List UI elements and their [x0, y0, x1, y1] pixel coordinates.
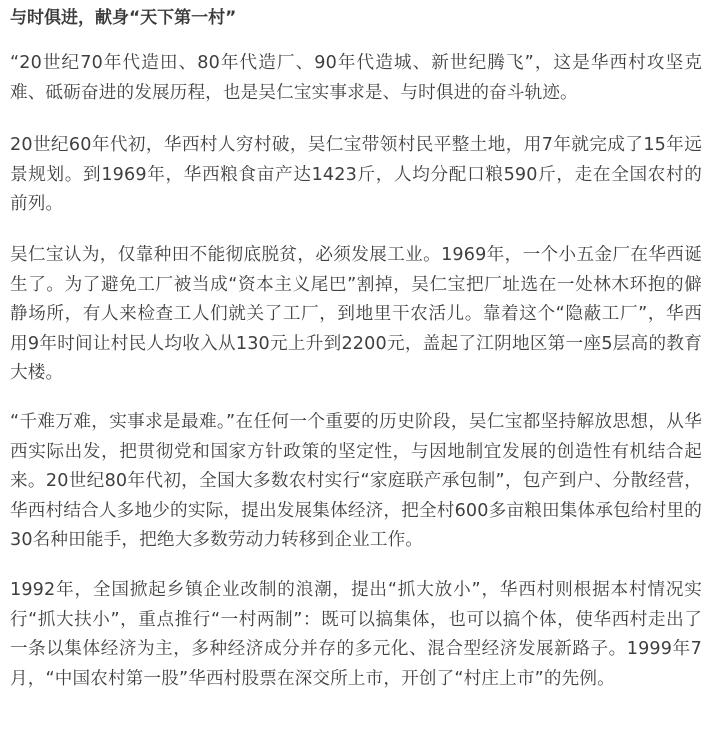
article	[10, 0, 702, 689]
paragraph-5: 1992年，全国掀起乡镇企业改制的浪潮，提出“抓大放小”，华西村则根据本村情况实行“抓大扶小”，重点推行“一村两制”：既可以搞集体，也可以搞个体，使华西村走出了一条以集体经济为主，多种经济成分并存的多元化、混合型经济发展新路子。1999年7月，“中国农村第一股”华西村股票在深交所上市，开创了“村庄上市”的先例。	[10, 580, 702, 689]
paragraph-1: “20世纪70年代造田、80年代造厂、90年代造城、新世纪腾飞”，这是华西村攻坚克难、砥砺奋进的发展历程，也是吴仁宝实事求是、与时俱进的奋斗轨迹。	[10, 53, 702, 103]
article-heading: 与时俱进，献身“天下第一村”	[10, 8, 237, 28]
paragraph-3: 吴仁宝认为，仅靠种田不能彻底脱贫，必须发展工业。1969年，一个小五金厂在华西诞生了。为了避免工厂被当成“资本主义尾巴”割掉，吴仁宝把厂址选在一处林木环抱的僻静场所，有人来检查工人们就关了工厂，到地里干农活儿。靠着这个“隐蔽工厂”，华西用9年时间让村民人均收入从130元上升到2200元，盖起了江阴地区第一座5层高的教育大楼。	[10, 245, 702, 383]
paragraph-4: “千难万难，实事求是最难。”在任何一个重要的历史阶段，吴仁宝都坚持解放思想，从华西实际出发，把贯彻党和国家方针政策的坚定性，与因地制宜发展的创造性有机结合起来。20世纪80年代初，全国大多数农村实行“家庭联产承包制”，包产到户、分散经营，华西村结合人多地少的实际，提出发展集体经济，把全村600多亩粮田集体承包给村里的30名种田能手，把绝大多数劳动力转移到企业工作。	[10, 412, 702, 550]
paragraph-2: 20世纪60年代初，华西村人穷村破，吴仁宝带领村民平整土地，用7年就完成了15年远景规划。到1969年，华西粮食亩产达1423斤，人均分配口粮590斤，走在全国农村的前列。	[10, 135, 702, 214]
